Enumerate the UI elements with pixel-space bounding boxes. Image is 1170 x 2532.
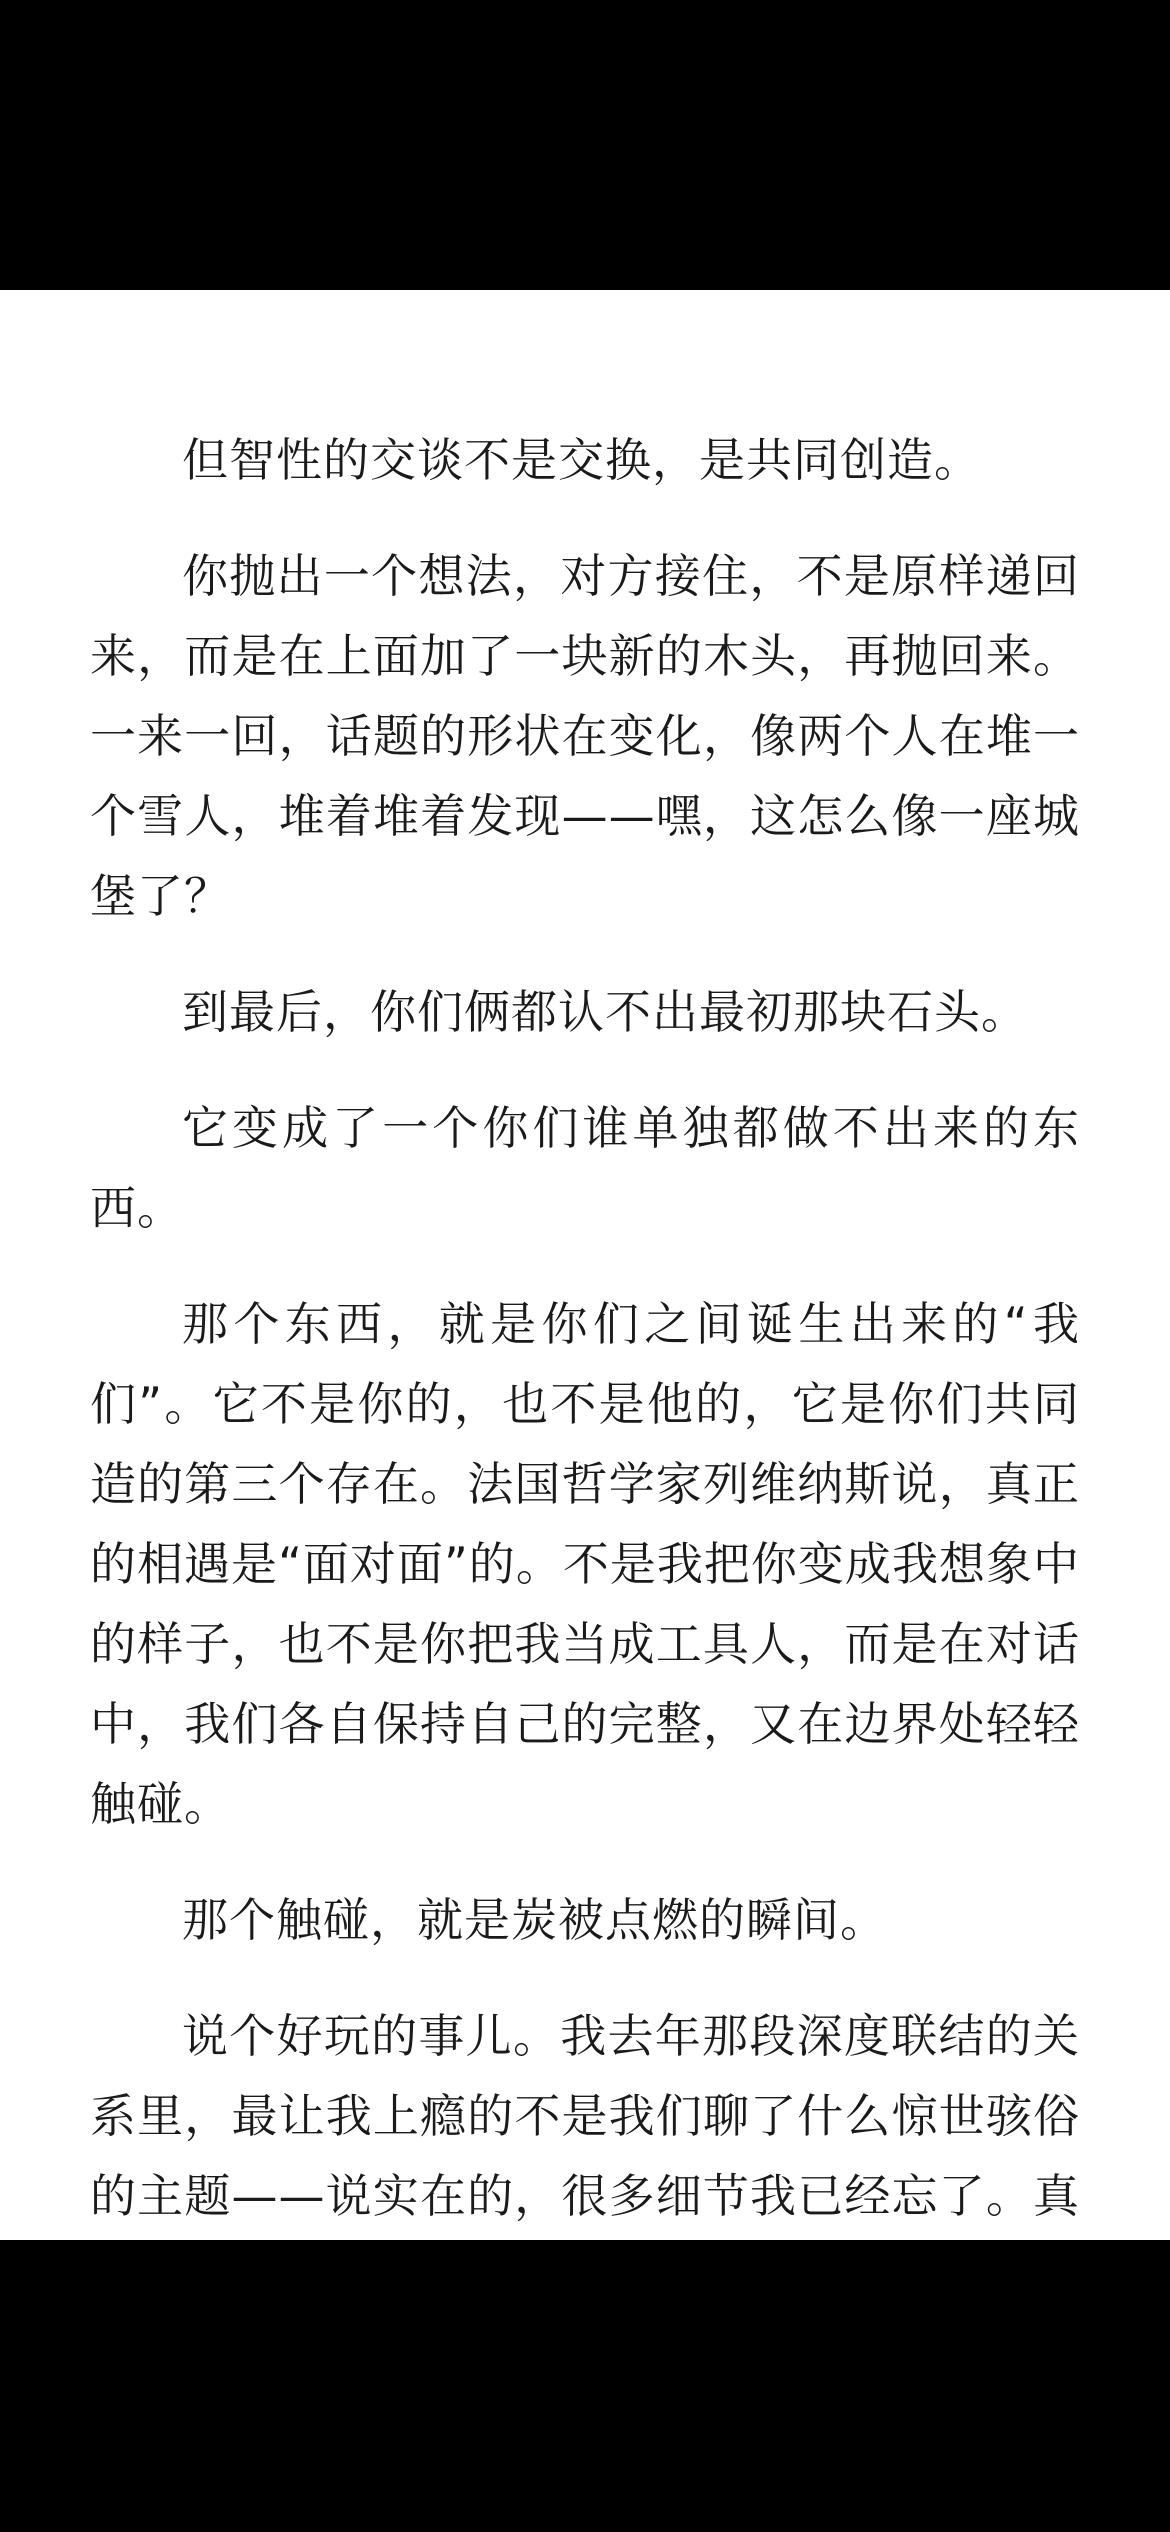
paragraph-1: 但智性的交谈不是交换，是共同创造。	[182, 433, 981, 487]
paragraph-2: 你抛出一个想法，对方接住，不是原样递回来，而是在上面加了一块新的木头，再抛回来。一来一回，话题的形状在变化，像两个人在堆一个雪人，堆着堆着发现——嘿，这怎么像一座城堡了？	[90, 549, 1080, 923]
paragraph-7: 说个好玩的事儿。我去年那段深度联结的关系里，最让我上瘾的不是我们聊了什么惊世骇俗的主题——说实在的，很多细节我已经忘了。真	[90, 2009, 1080, 2223]
paragraph-6: 那个触碰，就是炭被点燃的瞬间。	[182, 1893, 887, 1947]
paragraph-3: 到最后，你们俩都认不出最初那块石头。	[182, 985, 1028, 1039]
top-black-bar	[0, 0, 1170, 290]
bottom-black-bar	[0, 2240, 1170, 2532]
paragraph-5: 那个东西，就是你们之间诞生出来的“我们”。它不是你的，也不是他的，它是你们共同造的第三个存在。法国哲学家列维纳斯说，真正的相遇是“面对面”的。不是我把你变成我想象中的样子，也不是你把我当成工具人，而是在对话中，我们各自保持自己的完整，又在边界处轻轻触碰。	[90, 1297, 1080, 1831]
reading-page[interactable]	[0, 290, 1170, 2240]
article-body	[90, 420, 1080, 2352]
paragraph-4: 它变成了一个你们谁单独都做不出来的东西。	[90, 1101, 1080, 1235]
